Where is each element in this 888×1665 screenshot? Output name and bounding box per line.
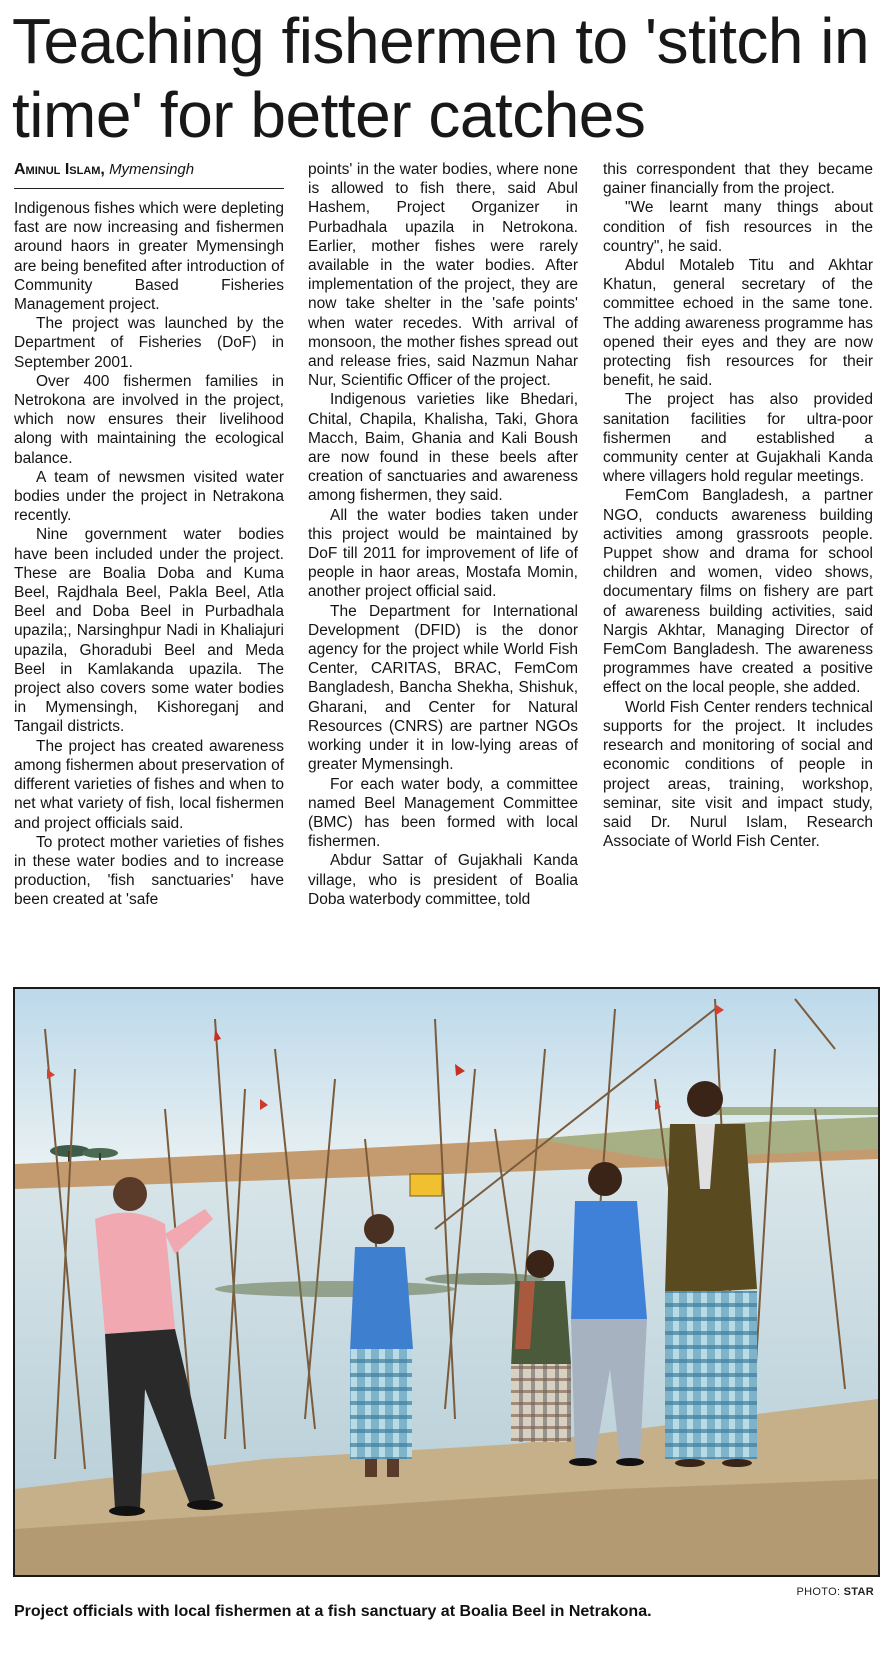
photo-caption: Project officials with local fishermen at a fish sanctuary at Boalia Beel in Netrakona. [14, 1603, 652, 1620]
paragraph: points' in the water bodies, where none is allowed to fish there, said Abul Hashem, Project Organizer in Purbadhala upazila in Netrokona. Earlier, mother fishes were rarely available in the water bodies. After implementation of the project, they are now take shelter in the 'safe points' when water recedes. With arrival of monsoon, the mother fishes spread out and release fries, said Nazmun Nahar Nur, Scientific Officer of the project. [308, 161, 578, 390]
article-column-1 [14, 199, 284, 910]
paragraph: Indigenous fishes which were depleting fast are now increasing and fishermen around haors in greater Mymensingh are being benefited after introduction of Community Based Fisheries Management project. [14, 200, 284, 314]
paragraph: The project was launched by the Department of Fisheries (DoF) in September 2001. [14, 315, 284, 371]
article-column-2 [308, 160, 578, 909]
paragraph: "We learnt many things about condition of fish resources in the country", he said. [603, 199, 873, 255]
paragraph: Abdur Sattar of Gujakhali Kanda village, who is president of Boalia Doba waterbody committee, told [308, 852, 578, 908]
byline-location: Mymensingh [109, 161, 195, 178]
paragraph: World Fish Center renders technical supports for the project. It includes research and monitoring of social and economic conditions of people in project areas, training, workshop, seminar, site visit and impact study, said Dr. Nurul Islam, Research Associate of World Fish Center. [603, 698, 873, 851]
photo-credit-source: STAR [843, 1586, 874, 1598]
photo-credit [797, 1586, 874, 1598]
paragraph: The Department for International Development (DFID) is the donor agency for the project while World Fish Center, CARITAS, BRAC, FemCom Bangladesh, Bancha Shekha, Shishuk, Gharani, and Center for Natural Resources (CNRS) are partner NGOs working under it in low-lying areas of greater Mymensingh. [308, 602, 578, 774]
paragraph: The project has created awareness among fishermen about preservation of different varieties of fishes and when to net what variety of fish, local fishermen and project officials said. [14, 737, 284, 832]
paragraph: A team of newsmen visited water bodies under the project in Netrakona recently. [14, 468, 284, 525]
paragraph: this correspondent that they became gainer financially from the project. [603, 161, 873, 198]
paragraph: For each water body, a committee named Beel Management Committee (BMC) has been formed with local fishermen. [308, 775, 578, 851]
news-photo [13, 987, 880, 1577]
fisherman-blue-shirt [350, 1214, 413, 1477]
headline: Teaching fishermen to 'stitch in time' for better catches [12, 5, 870, 151]
byline [14, 160, 194, 180]
article-column-3 [603, 160, 873, 851]
paragraph: To protect mother varieties of fishes in these water bodies and to increase production, 'fish sanctuaries' have been created at 'safe [14, 833, 284, 909]
photo-illustration [15, 989, 878, 1575]
photo-credit-prefix: PHOTO: [796, 1586, 844, 1598]
byline-divider [14, 188, 284, 189]
sign-board [410, 1174, 442, 1196]
paragraph: FemCom Bangladesh, a partner NGO, conducts awareness building activities among grassroots people. Puppet show and drama for school children and women, video shows, documentary films on fishery are part of awareness building activities, said Nargis Akhtar, Managing Director of FemCom Bangladesh. The awareness programmes have created a positive effect on the local people, she added. [603, 487, 873, 697]
paragraph: Abdul Motaleb Titu and Akhtar Khatun, general secretary of the committee echoed in the same tone. The adding awareness programme has opened their eyes and they are now protecting fish resources for their benefit, he said. [603, 257, 873, 390]
paragraph: Nine government water bodies have been included under the project. These are Boalia Doba and Kuma Beel, Rajdhala Beel, Pakla Beel, Atla Beel and Doba Beel in Purbadhala upazila;, Narsinghpur Nadi in Khaliajuri upazila, Ghoradubi Beel and Meda Beel in Kamlakanda upazila. The project also covers some water bodies in Mymensingh, Kishoreganj and Tangail districts. [14, 526, 284, 736]
fisherman-sweater [665, 1081, 757, 1467]
water-weeds [215, 1281, 455, 1297]
paragraph: Indigenous varieties like Bhedari, Chital, Chapila, Khalisha, Taki, Ghora Macch, Baim, Ghania and Kali Boush are now found in these beels after creation of sanctuaries and awareness among fishermen, they said. [308, 391, 578, 505]
byline-author: Aminul Islam, [14, 161, 105, 178]
paragraph: Over 400 fishermen families in Netrokona are involved in the project, which now ensures their livelihood along with maintaining the ecological balance. [14, 372, 284, 467]
paragraph: The project has also provided sanitation facilities for ultra-poor fishermen and established a community center at Gujakhali Kanda where villagers hold regular meetings. [603, 391, 873, 486]
paragraph: All the water bodies taken under this project would be maintained by DoF till 2011 for improvement of life of people in haor areas, Mostafa Momin, another project official said. [308, 506, 578, 601]
